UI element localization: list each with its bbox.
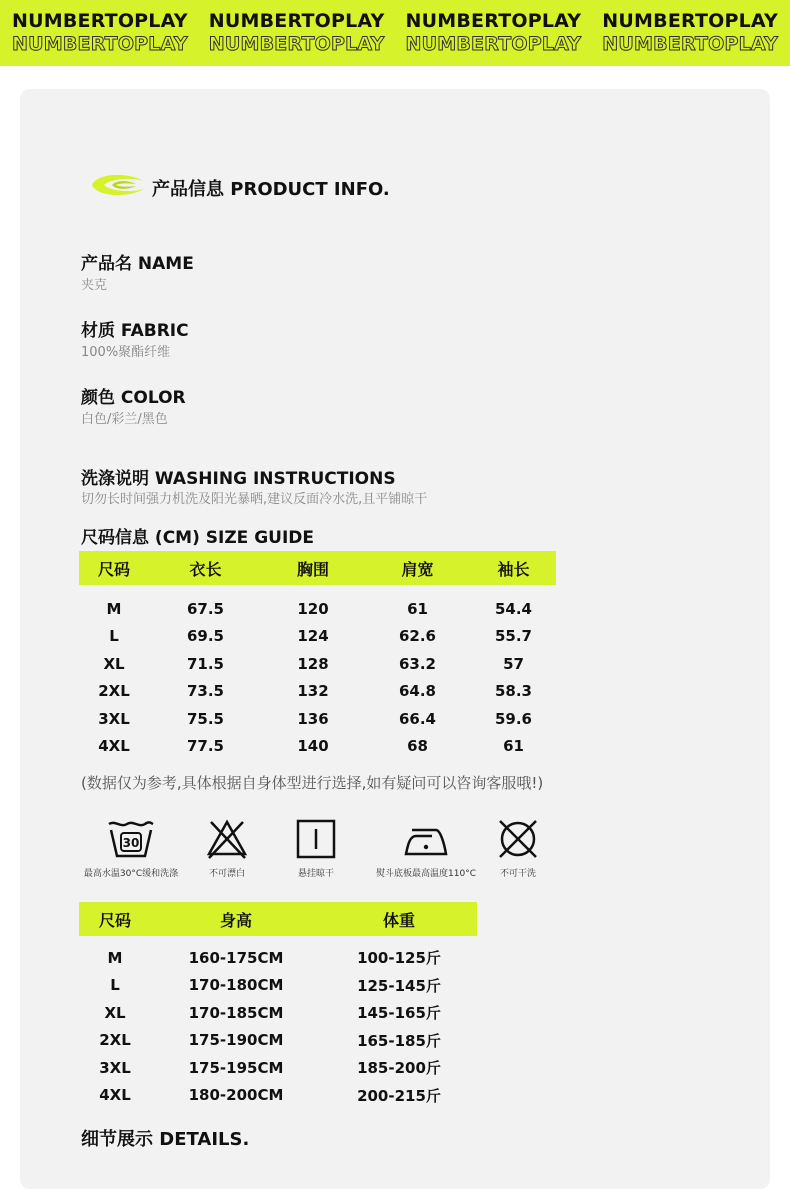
banner-text: NUMBERTOPLAY [602, 10, 778, 32]
banner-outline-text: NUMBERTOPLAY [405, 33, 582, 55]
table-cell: 145-165斤 [357, 1004, 441, 1023]
table-cell: 185-200斤 [357, 1059, 441, 1078]
table-cell: 63.2 [398, 654, 436, 673]
table-cell: 67.5 [186, 599, 224, 618]
table-cell: 58.3 [494, 682, 532, 701]
washing-label: 洗涤说明 WASHING INSTRUCTIONS [81, 469, 396, 489]
table-cell: 4XL [98, 737, 130, 756]
header-cell: 身高 [151, 902, 321, 936]
table-row [79, 999, 477, 1027]
wash-temp-text: 30 [122, 836, 140, 850]
size-guide-title: 尺码信息 (CM) SIZE GUIDE [81, 528, 315, 548]
table-cell: 175-190CM [188, 1031, 284, 1050]
banner-outline-text: NUMBERTOPLAY [12, 33, 188, 55]
table-cell: 61 [503, 737, 524, 756]
table-cell: 54.4 [494, 599, 532, 618]
name-value: 夹克 [81, 278, 108, 293]
table-cell: 68 [407, 737, 428, 756]
table-cell: 170-185CM [188, 1003, 284, 1022]
no-dryclean-icon [496, 818, 540, 860]
header-cell: 尺码 [79, 902, 151, 936]
table-cell: 175-195CM [188, 1058, 284, 1077]
brand-banner [0, 0, 790, 66]
table-cell: 71.5 [186, 654, 224, 673]
name-label: 产品名 NAME [81, 254, 194, 274]
table-cell: 200-215斤 [357, 1086, 441, 1105]
table-cell: 59.6 [494, 709, 532, 728]
care-item-no-dryclean [490, 818, 546, 879]
table-cell: 160-175CM [188, 948, 284, 967]
hang-dry-icon [294, 818, 338, 860]
table-row [79, 1082, 477, 1110]
header-cell: 尺码 [79, 551, 149, 585]
table-row [79, 623, 556, 651]
table-cell: 61 [407, 599, 428, 618]
banner-outline-text: NUMBERTOPLAY [208, 33, 385, 55]
color-label: 颜色 COLOR [81, 388, 186, 408]
header-cell: 肩宽 [364, 551, 471, 585]
table-cell: 3XL [98, 709, 130, 728]
table-cell: 57 [503, 654, 524, 673]
product-info-title: 产品信息 PRODUCT INFO. [152, 179, 390, 200]
table-cell: 170-180CM [188, 976, 284, 995]
details-title: 细节展示 DETAILS. [81, 1129, 250, 1150]
care-label: 不可漂白 [208, 869, 245, 879]
fabric-value: 100%聚酯纤维 [81, 345, 171, 360]
banner-text: NUMBERTOPLAY [405, 10, 582, 32]
banner-item [406, 12, 582, 54]
size-note: (数据仅为参考,具体根据自身体型进行选择,如有疑问可以咨询客服哦!) [81, 774, 544, 792]
table-cell: 125-145斤 [357, 976, 441, 995]
care-label: 不可干洗 [499, 869, 536, 879]
washing-value: 切勿长时间强力机洗及阳光暴晒,建议反面冷水洗,且平铺晾干 [81, 492, 428, 507]
table-cell: 62.6 [398, 627, 436, 646]
header-cell: 体重 [321, 902, 477, 936]
table-cell: 73.5 [186, 682, 224, 701]
table-cell: 2XL [98, 682, 130, 701]
table-cell: 165-185斤 [357, 1031, 441, 1050]
no-bleach-icon [205, 818, 249, 860]
header-cell: 袖长 [471, 551, 556, 585]
table-cell: 3XL [99, 1058, 131, 1077]
table-cell: 180-200CM [188, 1086, 284, 1105]
banner-item [12, 12, 188, 54]
table-row [79, 1027, 477, 1055]
table-cell: 55.7 [494, 627, 532, 646]
table-row [79, 705, 556, 733]
table-cell: XL [103, 654, 125, 673]
table-cell: 75.5 [186, 709, 224, 728]
fit-table [79, 902, 477, 1109]
table-row [79, 733, 556, 761]
table-cell: 140 [297, 737, 329, 756]
table-row [79, 1054, 477, 1082]
care-item-wash [78, 818, 184, 879]
size-table-header [79, 551, 556, 585]
size-table [79, 551, 556, 760]
table-cell: 69.5 [186, 627, 224, 646]
table-cell: 124 [297, 627, 329, 646]
color-value: 白色/彩兰/黑色 [81, 412, 168, 427]
table-cell: 120 [297, 599, 329, 618]
table-row [79, 972, 477, 1000]
fit-table-header [79, 902, 477, 936]
header-cell: 胸围 [262, 551, 364, 585]
table-cell: 132 [297, 682, 329, 701]
care-label: 最高水温30°C缓和洗涤 [83, 869, 179, 879]
table-cell: 100-125斤 [357, 949, 441, 968]
table-cell: M [106, 599, 122, 618]
banner-text: NUMBERTOPLAY [12, 10, 188, 32]
table-cell: 64.8 [398, 682, 436, 701]
banner-outline-text: NUMBERTOPLAY [602, 33, 778, 55]
table-row [79, 944, 477, 972]
table-row [79, 595, 556, 623]
table-cell: L [109, 627, 119, 646]
table-cell: 66.4 [398, 709, 436, 728]
care-label: 熨斗底板最高温度110°C [376, 869, 476, 879]
iron-icon [402, 818, 450, 860]
table-cell: 136 [297, 709, 329, 728]
table-row [79, 678, 556, 706]
care-item-iron [368, 818, 484, 879]
fabric-label: 材质 FABRIC [81, 321, 189, 341]
header-cell: 衣长 [149, 551, 262, 585]
banner-item [209, 12, 385, 54]
table-cell: L [110, 976, 120, 995]
wash-30-icon [107, 818, 155, 860]
table-cell: M [107, 948, 123, 967]
table-cell: 128 [297, 654, 329, 673]
table-cell: 2XL [99, 1031, 131, 1050]
care-item-hang-dry [285, 818, 347, 879]
banner-item [602, 12, 778, 54]
care-label: 悬挂晾干 [297, 869, 334, 879]
table-row [79, 650, 556, 678]
care-item-no-bleach [196, 818, 258, 879]
brand-logo-icon [90, 171, 146, 199]
banner-text: NUMBERTOPLAY [208, 10, 385, 32]
table-cell: 4XL [99, 1086, 131, 1105]
table-cell: XL [104, 1003, 126, 1022]
table-cell: 77.5 [186, 737, 224, 756]
